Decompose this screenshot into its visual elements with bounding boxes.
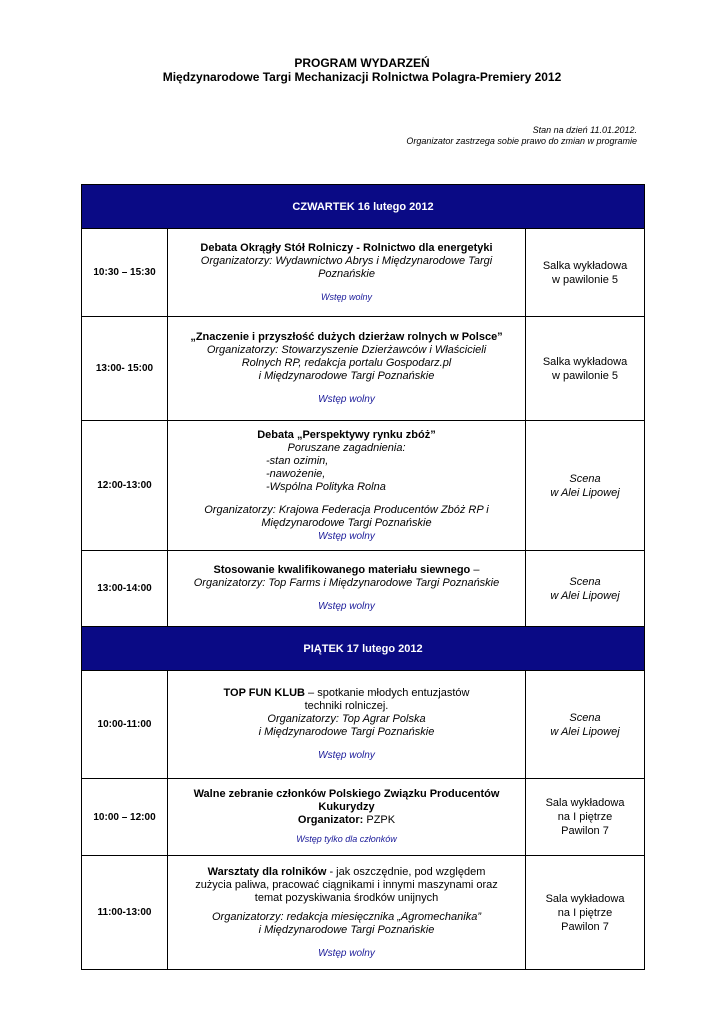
event-time: 13:00- 15:00: [82, 317, 168, 421]
event-place: Scena w Alei Lipowej: [526, 421, 645, 551]
event-organizers: Rolnych RP, redakcja portalu Gospodarz.pl: [241, 357, 452, 369]
event-place: Sala wykładowa na I piętrze Pawilon 7: [526, 856, 645, 970]
event-description: [168, 229, 526, 317]
event-description: TOP FUN KLUB – spotkanie młodych entuzjastów techniki rolniczej. Organizatorzy: Top Agrar Polska i Międzynarodowe Targi Poznańskie Wstęp wolny: [168, 671, 526, 779]
day-header: PIĄTEK 17 lutego 2012: [82, 627, 645, 671]
day-header-row: [82, 185, 645, 229]
event-title: Debata Okrągły Stół Rolniczy - Rolnictwo dla energetyki: [200, 241, 493, 254]
event-time: 13:00-14:00: [82, 551, 168, 627]
event-title: Walne zebranie członków Polskiego Związku Producentów: [193, 788, 500, 800]
event-entry: Wstęp wolny: [318, 947, 375, 959]
event-detail: temat pozyskiwania środków unijnych: [254, 891, 439, 904]
event-organizers: i Międzynarodowe Targi Poznańskie: [258, 370, 435, 382]
table-row: [82, 317, 645, 421]
event-place: Scena w Alei Lipowej: [526, 551, 645, 627]
event-organizers: Organizatorzy: Top Farms i Międzynarodowe Targi Poznańskie: [193, 577, 500, 589]
table-row: [82, 421, 645, 551]
event-detail: techniki rolniczej.: [304, 700, 389, 712]
event-entry: Wstęp wolny: [320, 291, 373, 302]
event-title: TOP FUN KLUB: [223, 687, 305, 699]
day-header: CZWARTEK 16 lutego 2012: [82, 185, 645, 229]
event-place: Scena w Alei Lipowej: [526, 671, 645, 779]
table-row: [82, 229, 645, 317]
table-row: [82, 779, 645, 856]
event-description: [168, 421, 526, 551]
event-title: Stosowanie kwalifikowanego materiału siewnego: [213, 564, 471, 576]
event-organizers: Międzynarodowe Targi Poznańskie: [261, 516, 432, 529]
topic-item: -stan ozimin,: [266, 454, 329, 467]
event-organizers: i Międzynarodowe Targi Poznańskie: [258, 923, 435, 936]
event-description: Warsztaty dla rolników - jak oszczędnie, pod względem zużycia paliwa, pracować ciągnikami i innymi maszynami oraz temat pozyskiwania środków unijnych Organizatorzy: redakcja miesięcznika „Agromechanika” i Międzynarodowe Targi Poznańskie Wstęp wolny: [168, 856, 526, 970]
event-entry: Wstęp wolny: [318, 601, 375, 612]
event-organizers: Organizatorzy: Wydawnictwo Abrys i Międzynarodowe Targi: [200, 254, 493, 267]
event-title: „Znaczenie i przyszłość dużych dzierżaw rolnych w Polsce”: [190, 331, 503, 343]
status-date: Stan na dzień 11.01.2012.: [532, 125, 637, 135]
page-title: PROGRAM WYDARZEŃ: [294, 56, 430, 70]
event-time: 12:00-13:00: [82, 421, 168, 551]
event-time: 10:00 – 12:00: [82, 779, 168, 856]
event-organizers: Organizatorzy: Krajowa Federacja Producentów Zbóż RP i: [204, 503, 489, 516]
program-table: [81, 184, 645, 970]
page-subtitle: Międzynarodowe Targi Mechanizacji Rolnictwa Polagra-Premiery 2012: [162, 70, 562, 84]
table-row: [82, 856, 645, 970]
event-title: Kukurydzy: [318, 801, 375, 813]
day-header-row: [82, 627, 645, 671]
organizer-label: Organizator:: [297, 814, 364, 826]
event-organizers: Organizatorzy: redakcja miesięcznika „Agromechanika”: [212, 910, 481, 923]
event-entry: Wstęp wolny: [318, 750, 375, 761]
topic-item: -nawożenie,: [266, 467, 326, 480]
event-description: [168, 317, 526, 421]
event-organizers: i Międzynarodowe Targi Poznańskie: [258, 726, 435, 738]
event-place: Salka wykładowa w pawilonie 5: [526, 317, 645, 421]
event-entry: Wstęp wolny: [318, 530, 375, 542]
table-row: [82, 671, 645, 779]
event-description: [168, 779, 526, 856]
event-title: Warsztaty dla rolników: [207, 865, 327, 878]
organizer-value: PZPK: [363, 814, 396, 826]
event-entry: Wstęp tylko dla członków: [296, 834, 397, 844]
event-entry: Wstęp wolny: [318, 394, 375, 405]
event-time: 10:30 – 15:30: [82, 229, 168, 317]
disclaimer: Organizator zastrzega sobie prawo do zmian w programie: [406, 136, 637, 146]
event-time: 10:00-11:00: [82, 671, 168, 779]
event-organizers: Organizatorzy: Stowarzyszenie Dzierżawców i Właścicieli: [206, 344, 487, 356]
event-time: 11:00-13:00: [82, 856, 168, 970]
topics-label: Poruszane zagadnienia:: [287, 441, 406, 454]
event-organizers: Poznańskie: [318, 267, 375, 280]
event-detail: zużycia paliwa, pracować ciągnikami i innymi maszynami oraz: [195, 878, 498, 891]
event-place: Salka wykładowa w pawilonie 5: [526, 229, 645, 317]
event-organizers: Organizatorzy: Top Agrar Polska: [267, 713, 426, 725]
table-row: [82, 551, 645, 627]
topic-item: -Wspólna Polityka Rolna: [266, 480, 386, 493]
event-place: Sala wykładowa na I piętrze Pawilon 7: [526, 779, 645, 856]
event-description: Stosowanie kwalifikowanego materiału siewnego – Organizatorzy: Top Farms i Międzynarodowe Targi Poznańskie Wstęp wolny: [168, 551, 526, 627]
event-title: Debata „Perspektywy rynku zbóż”: [257, 428, 436, 441]
